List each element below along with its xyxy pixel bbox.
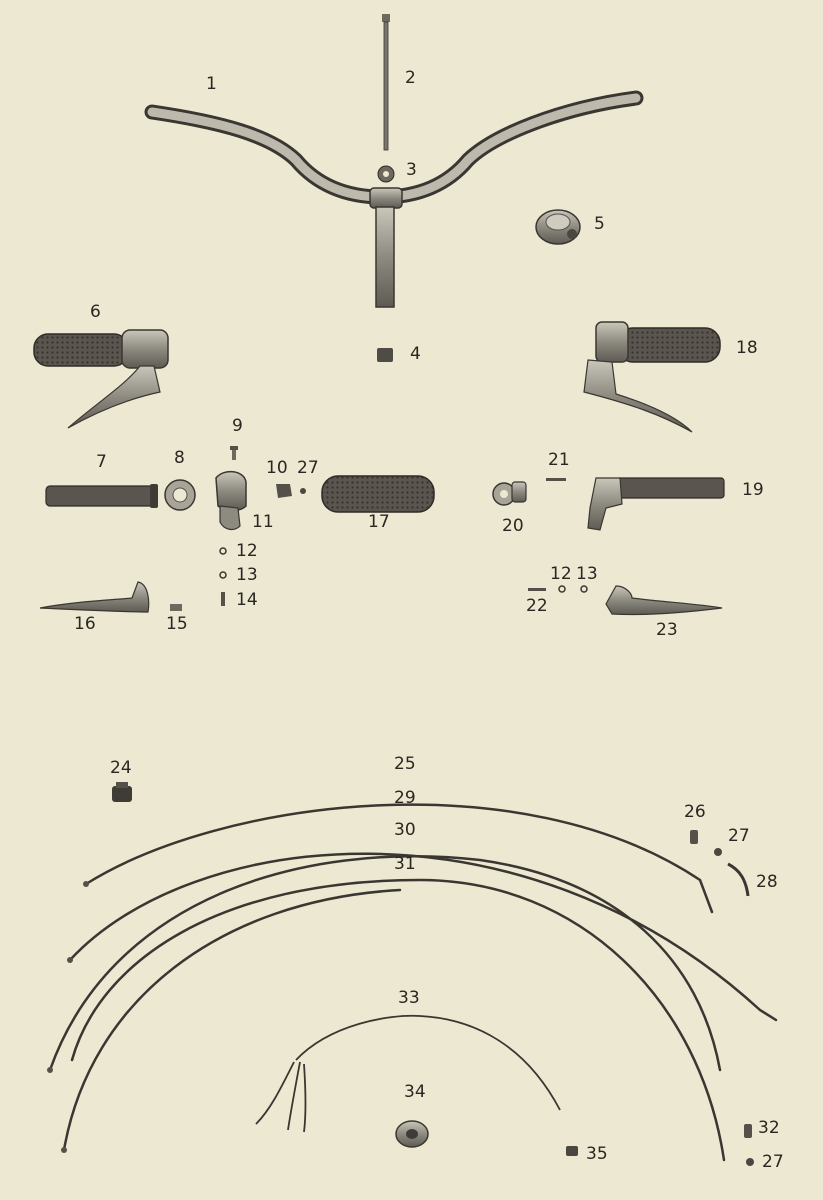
part-label-7: 7 <box>96 452 107 472</box>
part-label-1: 1 <box>206 74 217 94</box>
part-label-13-right: 13 <box>576 564 598 584</box>
cable-31-inner <box>64 890 400 1150</box>
handlebar <box>152 98 636 307</box>
cable-adjuster <box>112 782 132 802</box>
part-label-2: 2 <box>405 68 416 88</box>
part-label-13-left: 13 <box>236 565 258 585</box>
bent-pin-28 <box>728 864 748 896</box>
switch-housing <box>396 1121 428 1147</box>
small-ball-27-mid <box>714 848 722 856</box>
part-label-31: 31 <box>394 854 416 874</box>
cable-nipple-32 <box>744 1124 752 1138</box>
part-label-26: 26 <box>684 802 706 822</box>
small-block-15 <box>170 604 182 611</box>
part-label-24: 24 <box>110 758 132 778</box>
part-label-20: 20 <box>502 516 524 536</box>
part-label-16: 16 <box>74 614 96 634</box>
part-label-27-top: 27 <box>297 458 319 478</box>
part-label-33: 33 <box>398 988 420 1008</box>
left-hand-lever <box>40 582 149 612</box>
part-label-22: 22 <box>526 596 548 616</box>
part-label-4: 4 <box>410 344 421 364</box>
part-label-27-bottom: 27 <box>762 1152 784 1172</box>
part-label-15: 15 <box>166 614 188 634</box>
part-label-5: 5 <box>594 214 605 234</box>
part-label-19: 19 <box>742 480 764 500</box>
ring-washer <box>165 480 195 510</box>
small-parts-left <box>220 548 226 606</box>
part-label-34: 34 <box>404 1082 426 1102</box>
part-label-11: 11 <box>252 512 274 532</box>
part-label-35: 35 <box>586 1144 608 1164</box>
right-grip-lever-assembly <box>584 322 720 432</box>
cable-ends <box>47 881 89 1153</box>
part-label-12-right: 12 <box>550 564 572 584</box>
part-label-30: 30 <box>394 820 416 840</box>
part-label-17: 17 <box>368 512 390 532</box>
screw-35 <box>566 1146 578 1156</box>
part-label-21: 21 <box>548 450 570 470</box>
throttle-tube <box>46 484 158 508</box>
small-ball-27-top <box>300 488 306 494</box>
part-label-32: 32 <box>758 1118 780 1138</box>
bolt-washer <box>378 166 394 182</box>
pin-21 <box>546 478 566 481</box>
part-label-28: 28 <box>756 872 778 892</box>
bell <box>536 210 580 244</box>
part-label-25: 25 <box>394 754 416 774</box>
part-label-12-left: 12 <box>236 541 258 561</box>
part-label-9: 9 <box>232 416 243 436</box>
wiring-harness <box>256 1016 560 1132</box>
part-label-23: 23 <box>656 620 678 640</box>
part-label-27-mid: 27 <box>728 826 750 846</box>
part-label-8: 8 <box>174 448 185 468</box>
switch-clamp <box>493 482 526 505</box>
part-label-3: 3 <box>406 160 417 180</box>
clamp-bolt <box>382 14 390 150</box>
left-grip-lever-assembly <box>34 330 168 428</box>
part-label-18: 18 <box>736 338 758 358</box>
part-label-29: 29 <box>394 788 416 808</box>
small-parts-right <box>528 586 587 592</box>
cable-31 <box>72 880 724 1160</box>
nut <box>377 348 393 362</box>
lever-bracket <box>216 472 246 530</box>
small-ball-27-bottom <box>746 1158 754 1166</box>
throttle-assembly <box>588 478 724 530</box>
screw-9 <box>230 446 238 460</box>
part-label-14: 14 <box>236 590 258 610</box>
clip-10 <box>276 484 292 498</box>
part-label-6: 6 <box>90 302 101 322</box>
part-label-10: 10 <box>266 458 288 478</box>
cable-30 <box>50 856 720 1070</box>
right-hand-lever <box>606 586 722 615</box>
rubber-grip <box>322 476 434 512</box>
cable-nipple-26 <box>690 830 698 844</box>
